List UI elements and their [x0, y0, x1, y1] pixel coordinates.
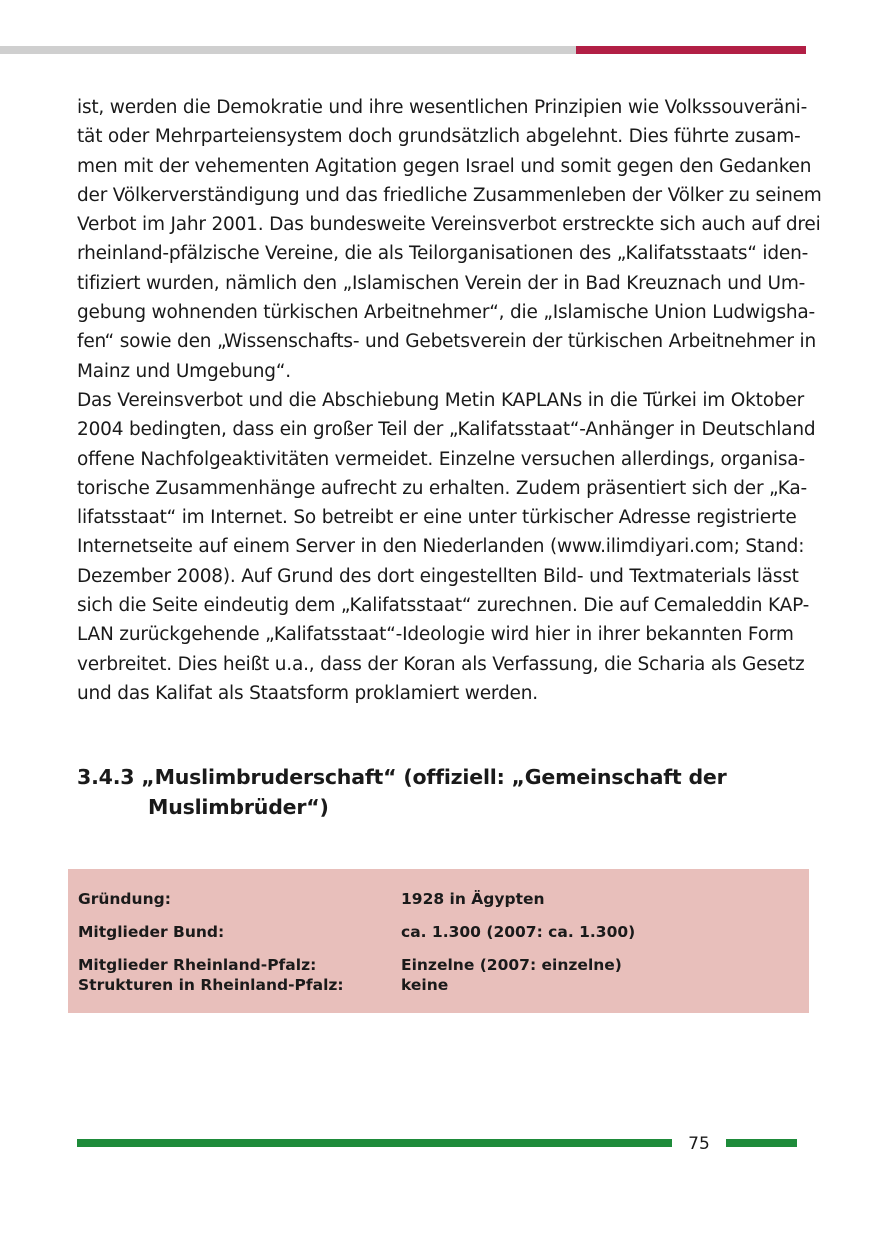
body-paragraphs: [77, 93, 822, 708]
info-label: Gründung:: [78, 890, 171, 908]
info-value: keine: [401, 976, 449, 994]
body-line: und das Kalifat als Staatsform proklamiert werden.: [77, 682, 538, 704]
body-line: sich die Seite eindeutig dem „Kalifatsstaat“ zurechnen. Die auf Cemaleddin KAP-: [77, 595, 810, 617]
body-line: Das Vereinsverbot und die Abschiebung Metin KAPLANs in die Türkei im Oktober: [77, 389, 804, 411]
heading-line-1: 3.4.3 „Muslimbruderschaft“ (offiziell: „Gemeinschaft der: [77, 765, 727, 789]
body-line: tifiziert wurden, nämlich den „Islamischen Verein der in Bad Kreuznach und Um-: [77, 272, 806, 294]
heading-line-2: Muslimbrüder“): [148, 795, 329, 819]
top-red-rule: [576, 46, 806, 54]
body-line: Dezember 2008). Auf Grund des dort eingestellten Bild- und Textmaterials lässt: [77, 565, 799, 587]
info-box: [68, 869, 809, 1013]
body-line: gebung wohnenden türkischen Arbeitnehmer“, die „Islamische Union Ludwigsha-: [77, 302, 816, 324]
top-gray-rule: [0, 46, 576, 54]
body-line: Verbot im Jahr 2001. Das bundesweite Vereinsverbot erstreckte sich auch auf drei: [77, 214, 821, 236]
body-line: men mit der vehementen Agitation gegen Israel und somit gegen den Gedanken: [77, 155, 812, 177]
info-value: 1928 in Ägypten: [401, 890, 545, 908]
footer-green-rule-left: [77, 1139, 672, 1147]
body-line: der Völkerverständigung und das friedliche Zusammenleben der Völker zu seinem: [77, 184, 822, 206]
body-line: fen“ sowie den „Wissenschafts- und Gebetsverein der türkischen Arbeitnehmer in: [77, 331, 816, 353]
body-line: Mainz und Umgebung“.: [77, 360, 291, 382]
body-line: rheinland-pfälzische Vereine, die als Teilorganisationen des „Kalifatsstaats“ iden-: [77, 243, 809, 265]
info-label: Strukturen in Rheinland-Pfalz:: [78, 976, 344, 994]
body-line: verbreitet. Dies heißt u.a., dass der Koran als Verfassung, die Scharia als Gesetz: [77, 653, 805, 675]
footer-green-rule-right: [726, 1139, 797, 1147]
info-value: Einzelne (2007: einzelne): [401, 956, 622, 974]
body-line: lifatsstaat“ im Internet. So betreibt er eine unter türkischer Adresse registrierte: [77, 507, 797, 529]
body-line: Internetseite auf einem Server in den Niederlanden (www.ilimdiyari.com; Stand:: [77, 536, 805, 558]
info-label: Mitglieder Rheinland-Pfalz:: [78, 956, 317, 974]
section-heading: [77, 762, 797, 822]
info-value: ca. 1.300 (2007: ca. 1.300): [401, 923, 636, 941]
body-line: LAN zurückgehende „Kalifatsstaat“-Ideologie wird hier in ihrer bekannten Form: [77, 624, 794, 646]
body-line: 2004 bedingten, dass ein großer Teil der „Kalifatsstaat“-Anhänger in Deutschland: [77, 419, 816, 441]
body-line: tät oder Mehrparteiensystem doch grundsätzlich abgelehnt. Dies führte zusam-: [77, 126, 801, 148]
body-line: ist, werden die Demokratie und ihre wesentlichen Prinzipien wie Volkssouveräni-: [77, 97, 808, 118]
page-number: 75: [688, 1134, 710, 1154]
body-line: offene Nachfolgeaktivitäten vermeidet. Einzelne versuchen allerdings, organisa-: [77, 448, 805, 470]
info-label: Mitglieder Bund:: [78, 923, 225, 941]
body-line: torische Zusammenhänge aufrecht zu erhalten. Zudem präsentiert sich der „Ka-: [77, 477, 808, 499]
